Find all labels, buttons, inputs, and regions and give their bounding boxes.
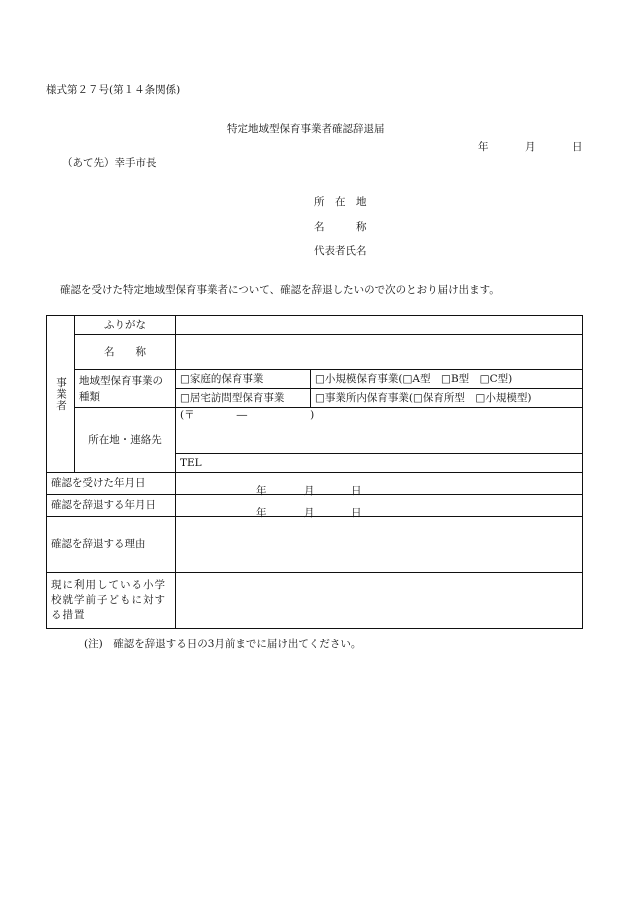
measures-label: 現に利用している小学校就学前子どもに対する措置 <box>47 573 176 629</box>
contact-label: 所在地・連絡先 <box>75 408 176 473</box>
date-day-label: 日 <box>572 141 583 153</box>
tel-field[interactable] <box>176 454 583 473</box>
withdraw-day: 日 <box>351 506 362 519</box>
type-office-checkbox[interactable]: □事業所内保育事業(□保育所型 □小規模型) <box>311 389 583 408</box>
reason-field[interactable] <box>176 517 583 573</box>
confirmed-month: 月 <box>304 484 315 497</box>
withdrawal-form-table <box>46 315 583 629</box>
applicant-name-label: 名 称 <box>314 221 367 233</box>
furigana-label: ふりがな <box>75 316 176 335</box>
intro-text: 確認を受けた特定地域型保育事業者について、確認を辞退したいので次のとおり届け出ます。 <box>60 284 500 296</box>
operator-label: 事業者 <box>55 376 67 412</box>
confirmed-year: 年 <box>256 484 267 497</box>
name-label: 名 称 <box>75 335 176 370</box>
withdraw-year: 年 <box>256 506 267 519</box>
measures-field[interactable] <box>176 573 583 629</box>
type-visit-checkbox[interactable]: □居宅訪問型保育事業 <box>176 389 311 408</box>
addressee: （あて先）幸手市長 <box>62 157 157 169</box>
type-home-checkbox[interactable]: □家庭的保育事業 <box>176 370 311 389</box>
withdraw-date-field[interactable] <box>176 495 583 517</box>
furigana-field[interactable] <box>176 316 583 335</box>
operator-label-cell <box>47 316 75 473</box>
withdraw-date-label: 確認を辞退する年月日 <box>47 495 176 517</box>
date-month-label: 月 <box>525 141 536 153</box>
form-number: 様式第２７号(第１４条関係) <box>46 84 181 96</box>
type-label: 地域型保育事業の種類 <box>75 370 176 408</box>
postal-field[interactable] <box>176 408 583 454</box>
name-field[interactable] <box>176 335 583 370</box>
tel-label: TEL <box>180 456 202 469</box>
type-small-checkbox[interactable]: □小規模保育事業(□A型 □B型 □C型) <box>311 370 583 389</box>
confirmed-date-field[interactable] <box>176 473 583 495</box>
applicant-rep-label: 代表者氏名 <box>314 245 367 257</box>
postal-template: (〒 ― ) <box>180 409 315 421</box>
confirmed-day: 日 <box>351 484 362 497</box>
confirmed-date-label: 確認を受けた年月日 <box>47 473 176 495</box>
page-title: 特定地域型保育事業者確認辞退届 <box>227 123 385 135</box>
footnote: (注) 確認を辞退する日の3月前までに届け出てください。 <box>84 638 362 650</box>
date-year-label: 年 <box>478 141 489 153</box>
withdraw-month: 月 <box>304 506 315 519</box>
reason-label: 確認を辞退する理由 <box>47 517 176 573</box>
applicant-address-label: 所 在 地 <box>314 196 367 208</box>
